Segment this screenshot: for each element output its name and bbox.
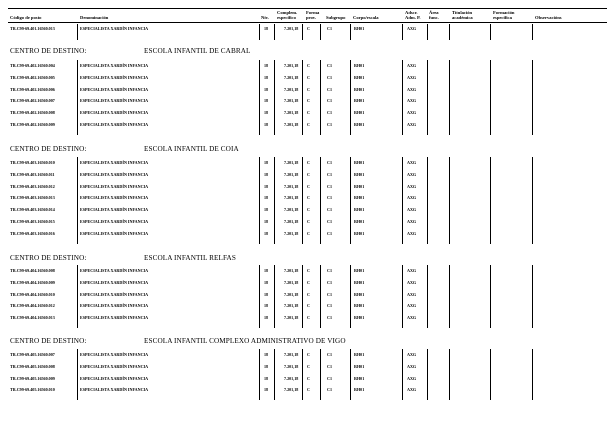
cell-forma: C [307,26,310,31]
cell-denominacion: ESPECIALISTA XARDÍN INFANCIA [80,195,149,201]
header-adscr-2: Adm. P. [405,15,421,20]
cell-subgrupo: C1 [327,279,333,285]
cell-complem: 7.201,18 [284,74,299,80]
center-label: CENTRO DE DESTINO: [10,145,87,153]
cell-niv: 18 [264,352,269,357]
cell-niv: 18 [264,375,269,381]
cell-denominacion: ESPECIALISTA XARDÍN INFANCIA [80,303,149,309]
cell-corpo: RH01 [354,303,365,309]
center-label: CENTRO DE DESTINO: [10,47,87,55]
cell-complem: 7.201,18 [284,160,299,165]
column-divider [449,24,450,40]
center-name: ESCOLA INFANTIL DE COIA [144,145,239,153]
cell-corpo: RH01 [354,291,365,297]
cell-niv: 18 [264,26,269,31]
cell-adscr: AXG [407,160,417,165]
column-divider [302,265,303,328]
cell-complem: 7.201,18 [284,219,299,224]
header-subgrupo: Subgrupo [326,15,346,20]
cell-denominacion: ESPECIALISTA XARDÍN INFANCIA [80,110,149,116]
cell-codigo: TR.C99-69.404.16560.013 [10,315,55,321]
header-complem-1: Complem. [277,10,298,15]
cell-complem: 7.201,18 [284,352,299,357]
cell-forma: C [307,303,310,309]
cell-forma: C [307,219,310,224]
cell-adscr: AXG [407,195,417,201]
column-divider [427,349,428,400]
cell-adscr: AXG [407,315,417,321]
header-complem-2: específico [277,15,296,20]
cell-denominacion: ESPECIALISTA XARDÍN INFANCIA [80,268,149,273]
column-divider [532,60,533,135]
cell-codigo: TR.C99-69.402.16560.004 [10,63,55,68]
column-divider [259,265,260,328]
column-divider [259,60,260,135]
cell-niv: 18 [264,183,269,189]
cell-complem: 7.201,18 [284,268,299,273]
cell-corpo: RH01 [354,183,365,189]
cell-codigo: TR.C99-69.404.16560.008 [10,268,55,273]
header-codigo: Código de posto [10,15,42,20]
header-niv: Nív. [261,15,269,20]
cell-subgrupo: C1 [327,86,333,92]
cell-niv: 18 [264,291,269,297]
column-divider [259,349,260,400]
cell-codigo: TR.C99-69.405.16560.009 [10,375,55,381]
cell-forma: C [307,352,310,357]
column-divider [259,157,260,244]
column-divider [77,24,78,40]
column-divider [274,265,275,328]
cell-adscr: AXG [407,352,417,357]
header-rule [8,22,607,23]
cell-subgrupo: C1 [327,171,333,177]
cell-complem: 7.201,18 [284,207,299,213]
cell-complem: 7.201,18 [284,26,299,31]
cell-adscr: AXG [407,110,417,116]
cell-denominacion: ESPECIALISTA XARDÍN INFANCIA [80,183,149,189]
cell-forma: C [307,387,310,393]
column-divider [532,265,533,328]
cell-subgrupo: C1 [327,98,333,104]
cell-denominacion: ESPECIALISTA XARDÍN INFANCIA [80,122,149,127]
cell-forma: C [307,86,310,92]
column-divider [427,157,428,244]
cell-complem: 7.201,18 [284,86,299,92]
cell-corpo: RH01 [354,219,365,224]
cell-codigo: TR.C99-69.403.16560.013 [10,195,55,201]
cell-adscr: AXG [407,171,417,177]
cell-corpo: RH01 [354,122,365,127]
cell-subgrupo: C1 [327,219,333,224]
cell-adscr: AXG [407,207,417,213]
cell-subgrupo: C1 [327,375,333,381]
center-name: ESCOLA INFANTIL DE CABRAL [144,47,251,55]
cell-complem: 7.201,18 [284,363,299,369]
cell-corpo: RH01 [354,86,365,92]
column-divider [402,157,403,244]
cell-codigo: TR.C99-69.402.16560.006 [10,86,55,92]
column-divider [350,60,351,135]
column-divider [350,157,351,244]
cell-codigo: TR.C99-69.403.16560.014 [10,207,55,213]
cell-corpo: RH01 [354,268,365,273]
cell-corpo: RH01 [354,74,365,80]
cell-codigo: TR.C99-69.402.16560.005 [10,74,55,80]
cell-forma: C [307,98,310,104]
cell-niv: 18 [264,363,269,369]
cell-corpo: RH01 [354,363,365,369]
cell-subgrupo: C1 [327,183,333,189]
cell-corpo: RH01 [354,26,365,31]
column-divider [490,265,491,328]
cell-denominacion: ESPECIALISTA XARDÍN INFANCIA [80,160,149,165]
cell-complem: 7.201,18 [284,122,299,127]
column-divider [274,60,275,135]
cell-adscr: AXG [407,375,417,381]
column-divider [320,349,321,400]
cell-niv: 18 [264,171,269,177]
cell-subgrupo: C1 [327,26,333,31]
header-corpo: Corpo/escala [353,15,379,20]
cell-niv: 18 [264,98,269,104]
header-area-1: Área [429,10,439,15]
cell-complem: 7.201,18 [284,279,299,285]
column-divider [490,157,491,244]
cell-adscr: AXG [407,86,417,92]
cell-subgrupo: C1 [327,195,333,201]
cell-niv: 18 [264,74,269,80]
cell-forma: C [307,160,310,165]
cell-denominacion: ESPECIALISTA XARDÍN INFANCIA [80,387,149,393]
cell-denominacion: ESPECIALISTA XARDÍN INFANCIA [80,74,149,80]
cell-denominacion: ESPECIALISTA XARDÍN INFANCIA [80,98,149,104]
cell-corpo: RH01 [354,207,365,213]
column-divider [302,60,303,135]
cell-denominacion: ESPECIALISTA XARDÍN INFANCIA [80,26,149,31]
cell-denominacion: ESPECIALISTA XARDÍN INFANCIA [80,352,149,357]
cell-adscr: AXG [407,303,417,309]
column-divider [259,24,260,40]
cell-complem: 7.201,18 [284,375,299,381]
column-divider [449,60,450,135]
cell-codigo: TR.C99-69.403.16560.010 [10,160,55,165]
cell-niv: 18 [264,303,269,309]
column-divider [427,60,428,135]
column-divider [77,349,78,400]
header-titulacion-1: Titulación [452,10,473,15]
cell-subgrupo: C1 [327,352,333,357]
header-observacions: Observacións [535,15,562,20]
center-name: ESCOLA INFANTIL RELFAS [144,254,236,262]
cell-adscr: AXG [407,183,417,189]
cell-complem: 7.201,18 [284,183,299,189]
cell-adscr: AXG [407,219,417,224]
cell-adscr: AXG [407,268,417,273]
cell-complem: 7.201,18 [284,387,299,393]
cell-corpo: RH01 [354,315,365,321]
header-forma-1: Forma [306,10,320,15]
cell-corpo: RH01 [354,352,365,357]
cell-adscr: AXG [407,387,417,393]
column-divider [77,157,78,244]
cell-codigo: TR.C99-69.403.16560.011 [10,171,55,177]
cell-forma: C [307,230,310,236]
header-denominacion: Denominación [80,15,109,20]
cell-corpo: RH01 [354,63,365,68]
cell-subgrupo: C1 [327,303,333,309]
cell-forma: C [307,122,310,127]
cell-denominacion: ESPECIALISTA XARDÍN INFANCIA [80,86,149,92]
column-divider [320,60,321,135]
header-formacion-1: Formación [493,10,515,15]
cell-niv: 18 [264,268,269,273]
column-divider [402,60,403,135]
cell-corpo: RH01 [354,160,365,165]
column-divider [490,24,491,40]
cell-niv: 18 [264,207,269,213]
column-divider [402,349,403,400]
cell-forma: C [307,195,310,201]
center-name: ESCOLA INFANTIL COMPLEXO ADMINISTRATIVO DE VIGO [144,337,346,345]
column-divider [320,24,321,40]
column-divider [302,157,303,244]
cell-subgrupo: C1 [327,74,333,80]
column-divider [350,24,351,40]
cell-corpo: RH01 [354,375,365,381]
column-divider [532,157,533,244]
cell-denominacion: ESPECIALISTA XARDÍN INFANCIA [80,279,149,285]
cell-niv: 18 [264,110,269,116]
cell-niv: 18 [264,195,269,201]
cell-codigo: TR.C99-69.402.16560.007 [10,98,55,104]
cell-subgrupo: C1 [327,160,333,165]
cell-complem: 7.201,18 [284,195,299,201]
column-divider [320,157,321,244]
cell-subgrupo: C1 [327,122,333,127]
cell-adscr: AXG [407,74,417,80]
cell-adscr: AXG [407,63,417,68]
column-divider [77,60,78,135]
cell-adscr: AXG [407,26,417,31]
cell-forma: C [307,291,310,297]
column-divider [427,24,428,40]
cell-codigo: TR.C99-69.405.16560.008 [10,363,55,369]
cell-subgrupo: C1 [327,315,333,321]
cell-corpo: RH01 [354,171,365,177]
cell-subgrupo: C1 [327,363,333,369]
cell-subgrupo: C1 [327,110,333,116]
column-divider [427,265,428,328]
column-divider [449,265,450,328]
cell-forma: C [307,63,310,68]
cell-forma: C [307,171,310,177]
cell-denominacion: ESPECIALISTA XARDÍN INFANCIA [80,171,149,177]
cell-adscr: AXG [407,230,417,236]
cell-complem: 7.201,18 [284,110,299,116]
header-formacion-2: específica [493,15,512,20]
cell-codigo: TR.C99-69.405.16560.010 [10,387,55,393]
column-divider [532,349,533,400]
cell-niv: 18 [264,86,269,92]
cell-niv: 18 [264,279,269,285]
cell-complem: 7.201,18 [284,98,299,104]
cell-subgrupo: C1 [327,387,333,393]
cell-complem: 7.201,18 [284,171,299,177]
header-titulacion-2: académica [452,15,473,20]
center-label: CENTRO DE DESTINO: [10,337,87,345]
cell-corpo: RH01 [354,230,365,236]
cell-adscr: AXG [407,363,417,369]
cell-subgrupo: C1 [327,207,333,213]
cell-corpo: RH01 [354,279,365,285]
cell-forma: C [307,375,310,381]
cell-niv: 18 [264,315,269,321]
cell-niv: 18 [264,122,269,127]
cell-denominacion: ESPECIALISTA XARDÍN INFANCIA [80,363,149,369]
center-label: CENTRO DE DESTINO: [10,254,87,262]
header-area-2: func. [429,15,439,20]
cell-forma: C [307,268,310,273]
cell-denominacion: ESPECIALISTA XARDÍN INFANCIA [80,219,149,224]
cell-forma: C [307,110,310,116]
column-divider [274,24,275,40]
cell-codigo: TR.C99-69.405.16560.007 [10,352,55,357]
cell-subgrupo: C1 [327,268,333,273]
cell-corpo: RH01 [354,195,365,201]
cell-denominacion: ESPECIALISTA XARDÍN INFANCIA [80,63,149,68]
cell-complem: 7.201,18 [284,230,299,236]
cell-codigo: TR.C99-69.403.16560.012 [10,183,55,189]
cell-complem: 7.201,18 [284,315,299,321]
cell-denominacion: ESPECIALISTA XARDÍN INFANCIA [80,375,149,381]
cell-codigo: TR.C99-69.402.16560.008 [10,110,55,116]
cell-corpo: RH01 [354,387,365,393]
header-adscr-1: Adscr. [405,10,418,15]
cell-adscr: AXG [407,279,417,285]
column-divider [402,265,403,328]
column-divider [350,265,351,328]
cell-denominacion: ESPECIALISTA XARDÍN INFANCIA [80,291,149,297]
cell-adscr: AXG [407,122,417,127]
column-divider [490,60,491,135]
cell-forma: C [307,363,310,369]
cell-codigo: TR.C99-69.404.16560.012 [10,303,55,309]
cell-adscr: AXG [407,291,417,297]
cell-niv: 18 [264,387,269,393]
header-forma-2: prov. [306,15,316,20]
column-divider [449,349,450,400]
cell-codigo: TR.C99-69.401.16560.013 [10,26,55,31]
cell-complem: 7.201,18 [284,63,299,68]
cell-niv: 18 [264,219,269,224]
cell-forma: C [307,74,310,80]
cell-denominacion: ESPECIALISTA XARDÍN INFANCIA [80,230,149,236]
column-divider [532,24,533,40]
cell-codigo: TR.C99-69.402.16560.009 [10,122,55,127]
column-divider [302,24,303,40]
cell-denominacion: ESPECIALISTA XARDÍN INFANCIA [80,207,149,213]
column-divider [274,349,275,400]
cell-subgrupo: C1 [327,291,333,297]
cell-codigo: TR.C99-69.404.16560.009 [10,279,55,285]
cell-forma: C [307,207,310,213]
column-divider [320,265,321,328]
cell-forma: C [307,183,310,189]
cell-niv: 18 [264,230,269,236]
column-divider [350,349,351,400]
column-divider [402,24,403,40]
cell-corpo: RH01 [354,110,365,116]
cell-niv: 18 [264,160,269,165]
column-divider [449,157,450,244]
cell-complem: 7.201,18 [284,303,299,309]
cell-forma: C [307,279,310,285]
top-rule [8,8,607,9]
cell-codigo: TR.C99-69.403.16560.015 [10,219,55,224]
cell-denominacion: ESPECIALISTA XARDÍN INFANCIA [80,315,149,321]
cell-codigo: TR.C99-69.403.16560.016 [10,230,55,236]
column-divider [274,157,275,244]
cell-forma: C [307,315,310,321]
cell-complem: 7.201,18 [284,291,299,297]
cell-codigo: TR.C99-69.404.16560.010 [10,291,55,297]
cell-niv: 18 [264,63,269,68]
cell-subgrupo: C1 [327,230,333,236]
column-divider [302,349,303,400]
cell-adscr: AXG [407,98,417,104]
cell-subgrupo: C1 [327,63,333,68]
cell-corpo: RH01 [354,98,365,104]
column-divider [490,349,491,400]
column-divider [77,265,78,328]
